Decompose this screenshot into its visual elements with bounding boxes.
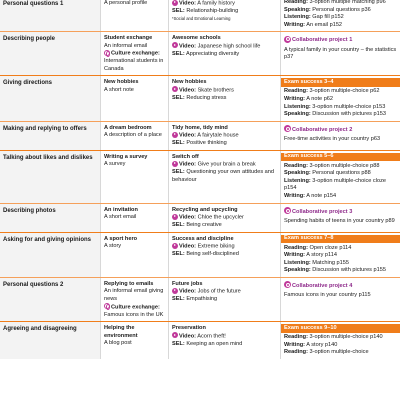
- video-line[interactable]: Video: Acorn theft!: [172, 333, 278, 341]
- video-section-title: Tidy home, tidy mind: [172, 124, 228, 131]
- video-line[interactable]: Video: A fairytale house: [172, 132, 278, 140]
- topic-cell: Describing photos: [0, 204, 100, 232]
- writing-title: Helping the environment: [104, 325, 138, 339]
- topic-cell: Giving directions: [0, 76, 100, 120]
- exam-task: Writing: A story p114: [284, 252, 337, 259]
- video-cell: [168, 233, 280, 277]
- exam-task: Writing: A story p140: [284, 341, 338, 348]
- collaborative-project-link[interactable]: Collaborative project 1: [284, 36, 398, 45]
- exam-task: Reading: 3-option multiple matching p96: [284, 0, 386, 5]
- collaborative-project-link[interactable]: Collaborative project 4: [284, 282, 398, 291]
- video-cell: [168, 76, 280, 120]
- project-icon: [284, 36, 291, 43]
- exam-task: Writing: An email p152: [284, 21, 343, 28]
- exam-task: Writing: A note p154: [284, 193, 337, 199]
- collaborative-project-text: Famous icons in your country p115: [284, 292, 371, 299]
- culture-exchange: Culture exchange:: [104, 304, 166, 312]
- topic-cell: Asking for and giving opinions: [0, 233, 100, 277]
- exam-task: Speaking: Discussion with pictures p153: [284, 111, 386, 118]
- exam-task: Speaking: Discussion with pictures p155: [284, 267, 386, 274]
- sel-line: SEL: Being creative: [172, 222, 222, 229]
- writing-cell: [100, 204, 168, 232]
- syllabus-row: [0, 232, 400, 277]
- exam-task: Listening: Matching p155: [284, 259, 349, 266]
- writing-text: A personal profile: [104, 0, 148, 6]
- play-icon[interactable]: [172, 42, 178, 48]
- video-section-title: Success and discipline: [172, 235, 234, 242]
- video-cell: [168, 278, 280, 321]
- globe-icon: [104, 50, 110, 56]
- video-line[interactable]: Video: Japanese high school life: [172, 43, 278, 51]
- exam-task: Listening: 3-option multiple-choice cloze p154: [284, 177, 386, 192]
- culture-text: International students in Canada: [104, 58, 164, 72]
- video-line[interactable]: Video: Extreme biking: [172, 243, 278, 251]
- topic-cell: Agreeing and disagreeing: [0, 322, 100, 359]
- video-section-title: Recycling and upcycling: [172, 206, 238, 213]
- writing-text: A blog post: [104, 340, 132, 347]
- video-section-title: Awesome schools: [172, 35, 221, 42]
- collaborative-project-text: Free-time activities in your country p63: [284, 136, 381, 143]
- syllabus-row: [0, 121, 400, 150]
- syllabus-row: [0, 150, 400, 203]
- play-icon[interactable]: [172, 86, 178, 92]
- writing-title: Student exchange: [104, 35, 153, 42]
- video-section-title: New hobbies: [172, 79, 207, 86]
- video-line[interactable]: Video: Give your brain a break: [172, 161, 278, 169]
- exam-cell: [280, 0, 400, 31]
- video-line[interactable]: Video: Skate brothers: [172, 87, 278, 95]
- play-icon[interactable]: [172, 243, 178, 249]
- exam-task: Listening: 3-option multiple-choice p153: [284, 103, 386, 110]
- exam-cell: [280, 76, 400, 120]
- exam-task: Listening: Gap fill p152: [284, 14, 344, 21]
- sel-line: SEL: Keeping an open mind: [172, 340, 243, 347]
- writing-text: A short email: [104, 214, 137, 221]
- project-icon: [284, 207, 291, 214]
- play-icon[interactable]: [172, 132, 178, 138]
- play-icon[interactable]: [172, 214, 178, 220]
- video-cell: [168, 122, 280, 150]
- culture-exchange: Culture exchange:: [104, 50, 166, 58]
- exam-success-header: Exam success 5–6: [281, 153, 400, 162]
- video-line[interactable]: Video: A family history: [172, 0, 278, 8]
- exam-task: Reading: Open cloze p114: [284, 244, 352, 251]
- video-section-title: Switch off: [172, 153, 199, 160]
- writing-text: An informal email giving news: [104, 288, 164, 302]
- topic-cell: Making and replying to offers: [0, 122, 100, 150]
- culture-text: Famous icons in the UK: [104, 311, 164, 318]
- exam-cell: [280, 233, 400, 277]
- exam-task: Speaking: Personal questions p36: [284, 6, 371, 13]
- syllabus-row: [0, 75, 400, 120]
- project-icon: [284, 125, 291, 132]
- topic-cell: Personal questions 2: [0, 278, 100, 321]
- exam-success-header: Exam success 7–8: [281, 235, 400, 244]
- exam-cell: [280, 122, 400, 150]
- sel-line: SEL: Questioning your own attitudes and behaviour: [172, 169, 275, 183]
- exam-cell: [280, 151, 400, 203]
- exam-task: Reading: 3-option multiple-choice p88: [284, 162, 380, 169]
- sel-footnote: *Social and Emotional Learning: [172, 15, 231, 21]
- exam-task: Reading: 3-option multiple-choice p140: [284, 334, 383, 341]
- writing-cell: [100, 322, 168, 359]
- video-cell: [168, 32, 280, 75]
- writing-text: A story: [104, 243, 122, 250]
- syllabus-row: [0, 277, 400, 321]
- writing-text: An informal email: [104, 42, 148, 49]
- writing-cell: [100, 0, 168, 31]
- exam-cell: [280, 278, 400, 321]
- collaborative-project-link[interactable]: Collaborative project 3: [284, 208, 398, 217]
- play-icon[interactable]: [172, 332, 178, 338]
- play-icon[interactable]: [172, 0, 178, 6]
- video-line[interactable]: Video: Jobs of the future: [172, 288, 278, 296]
- writing-title: A dream bedroom: [104, 124, 152, 131]
- video-line[interactable]: Video: Chloe the upcycler: [172, 214, 278, 222]
- topic-cell: Talking about likes and dislikes: [0, 151, 100, 203]
- writing-text: A short note: [104, 86, 134, 93]
- syllabus-row: [0, 31, 400, 75]
- collaborative-project-link[interactable]: Collaborative project 2: [284, 126, 398, 135]
- play-icon[interactable]: [172, 161, 178, 167]
- sel-line: SEL: Reducing stress: [172, 94, 227, 101]
- exam-success-header: Exam success 9–10: [281, 324, 400, 333]
- writing-cell: [100, 233, 168, 277]
- writing-cell: [100, 76, 168, 120]
- video-section-title: Future jobs: [172, 280, 203, 287]
- collaborative-project-text: A typical family in your country – the statistics p37: [284, 46, 397, 61]
- exam-task: Reading: 3-option multiple-choice p62: [284, 88, 380, 95]
- writing-cell: [100, 151, 168, 203]
- collaborative-project-text: Spending habits of teens in your country p89: [284, 218, 395, 225]
- exam-task: Speaking: Personal questions p88: [284, 170, 371, 177]
- writing-title: New hobbies: [104, 79, 139, 86]
- topic-cell: Describing people: [0, 32, 100, 75]
- exam-success-header: Exam success 3–4: [281, 78, 400, 87]
- exam-cell: [280, 322, 400, 359]
- writing-title: Writing a survey: [104, 153, 148, 160]
- writing-title: Replying to emails: [104, 280, 154, 287]
- video-cell: [168, 151, 280, 203]
- writing-text: A description of a place: [104, 132, 162, 139]
- exam-task: Writing: A note p62: [284, 96, 334, 102]
- writing-title: A sport hero: [104, 235, 138, 242]
- writing-cell: [100, 278, 168, 321]
- exam-task: Reading: 3-option multiple-choice: [284, 349, 369, 356]
- globe-icon: [104, 303, 110, 309]
- writing-title: An invitation: [104, 206, 138, 213]
- video-cell: [168, 0, 280, 31]
- syllabus-row: [0, 321, 400, 359]
- sel-line: SEL: Being self-disciplined: [172, 251, 239, 258]
- writing-cell: [100, 122, 168, 150]
- video-section-title: Preservation: [172, 325, 206, 332]
- topic-cell: Personal questions 1: [0, 0, 100, 31]
- exam-cell: [280, 204, 400, 232]
- writing-cell: [100, 32, 168, 75]
- sel-line: SEL: Relationship-building: [172, 8, 239, 15]
- project-icon: [284, 281, 291, 288]
- syllabus-row: [0, 203, 400, 232]
- video-cell: [168, 204, 280, 232]
- syllabus-row: [0, 0, 400, 31]
- play-icon[interactable]: [172, 288, 178, 294]
- writing-text: A survey: [104, 161, 126, 168]
- sel-line: SEL: Empathising: [172, 296, 218, 303]
- video-cell: [168, 322, 280, 359]
- sel-line: SEL: Appreciating diversity: [172, 50, 240, 57]
- exam-cell: [280, 32, 400, 75]
- sel-line: SEL: Positive thinking: [172, 140, 227, 147]
